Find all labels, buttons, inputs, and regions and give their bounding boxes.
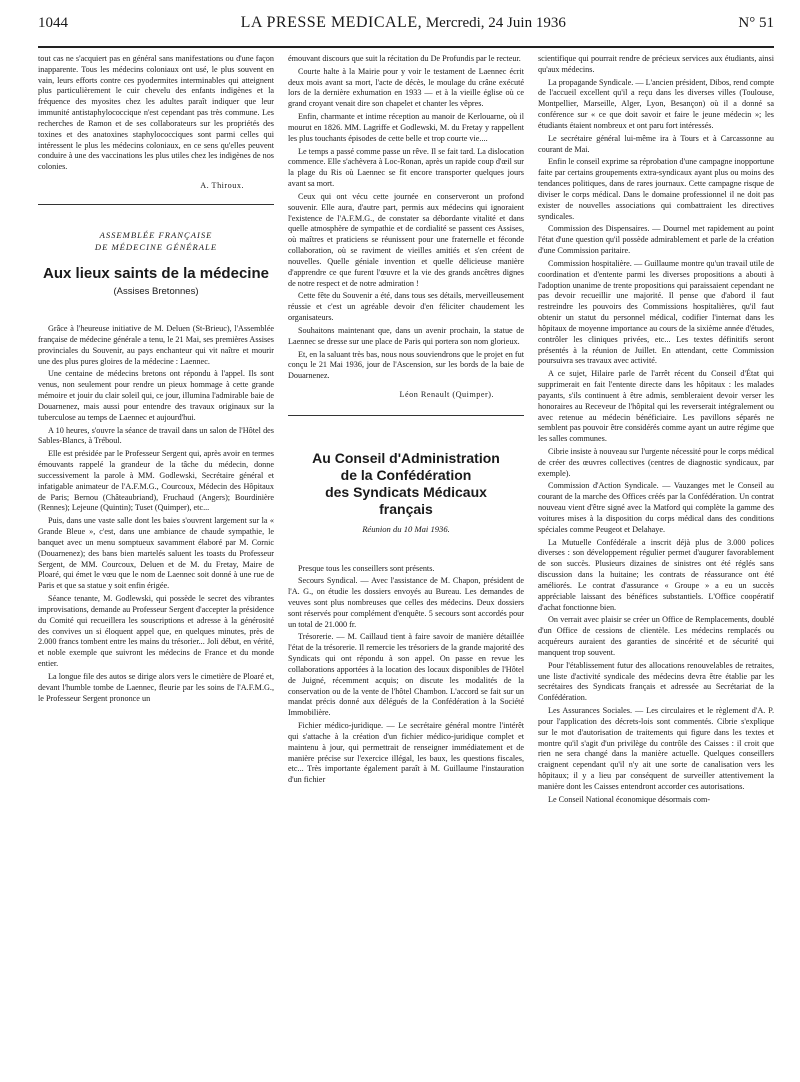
paragraph: Les Assurances Sociales. — Les circulaires et le règlement d'A. P. pour l'application des décrets-lois sont commentés. Cibrie s'explique sur le mot d'autorisation de traitements qui figure dans les textes et montre qu'il s'agit d'un privilège du contrôle des Caisses : il croit que rien ne sera changé dans la manière actuelle. Quelques conseillers craignent cependant qu'il n'y ait une sorte de canalisation vers les hôpitaux; il y a lieu par conséquent de surveiller attentivement la manière dont les Caisses entendront accorder ces autorisations. [538, 706, 774, 791]
paragraph: Souhaitons maintenant que, dans un avenir prochain, la statue de Laennec se dresse sur une place de Paris qui portera son nom glorieux. [288, 325, 524, 346]
paragraph: A ce sujet, Hilaire parle de l'arrêt récent du Conseil d'État qui supprimerait en fait l'entente directe dans les hôpitaux : les malades payants, s'ils continuent à être admis, sembleraient devoir verser les honoraires au Receveur de l'hôpital qui les reverserait intégralement ou avec retenue au médecin bénéficiaire. Les pavillons séparés ne semblent pas pouvoir être considérés comme ayant un autre régime que les salles communes. [538, 369, 774, 444]
overline-line: DE MÉDECINE GÉNÉRALE [94, 242, 218, 253]
column-2 [288, 54, 524, 1064]
paragraph: La Mutuelle Confédérale a inscrit déjà plus de 3.000 polices diverses : son développement régulier permet d'augurer favorablement de son succès. Plusieurs dizaines de sinistres ont été réglés sans discussion dans la huitaine; les contrats de réassurance ont été améliorés. Le contrat d'assurance « Groupe » a eu un succès appréciable laissant des bénéfices substantiels. L'Office coopératif d'achat fonctionne bien. [538, 537, 774, 612]
paragraph: Trésorerie. — M. Caillaud tient à faire savoir de manière détaillée l'état de la trésorerie. Il remercie les trésoriers de la grande majorité des Syndicats qui ont répondu à son appel. On passe en revue les collaborations apportées à la location des locaux disponibles de l'Hôtel de Juigné, récemment acquis; on discute les modalités de la conservation ou de la vente de l'hôtel Chambon. L'accord se fait sur un mandat précis donné aux délégués de la Confédération à la Société Immobilière. [288, 632, 524, 718]
signature: A. Thiroux. [200, 181, 244, 191]
paragraph: Séance tenante, M. Godlewski, qui possède le secret des vibrantes improvisations, demande au Professeur Sergent d'accepter la présidence du Comité qui recueillera les souscriptions et adresse à la générosité des convives un si éloquent appel que, en quelques minutes, près de 2.000 francs tombent entre les mains du trésorier... Joli début, en vérité, et noble exemple que suivront les médecins de France et du monde entier. [38, 594, 274, 669]
paragraph: Presque tous les conseillers sont présents. [298, 563, 435, 573]
paragraph: Le secrétaire général lui-même ira à Tours et à Carcassonne au courant de Mai. [538, 133, 774, 154]
paragraph: Secours Syndical. — Avec l'assistance de M. Chapon, président de l'A. G., on étudie les dossiers envoyés au Bureau. Les demandes de veuves sont plus nombreuses que celles des médecins. Deux dossiers sont réservés pour complément d'enquête. 5 secours sont accordés pour un total de 21.000 fr. [288, 576, 524, 629]
paragraph: Le Conseil National économique désormais com- [548, 794, 711, 804]
column-3 [538, 54, 774, 1064]
heading-line: Au Conseil d'Administration [312, 449, 500, 466]
paragraph: Ceux qui ont vécu cette journée en conserveront un profond souvenir. Elle aura, d'autre part, permis aux médecins qui ignoraient l'existence de l'A.F.M.G., de constater sa débordante vitalité et dans quelle atmosphère de sympathie et de cordialité se passent ces Assises, où maîtres et praticiens se réunissent pour une fraternelle et féconde collaboration, où se raviment de vieilles amitiés et s'en créent de nouvelles. Quelle géniale invention et quelle délicieuse manière d'apprendre ce que furent l'œuvre et la vie des grands ancêtres dignes de notre respect et de notre admiration ! [288, 191, 524, 288]
section-divider [288, 415, 524, 416]
paragraph: Commission des Dispensaires. — Dournel met rapidement au point l'état d'une question qu'il possède admirablement et parle de la création d'une Commission paritaire. [538, 224, 774, 256]
article-heading [288, 450, 524, 518]
paragraph: Enfin, charmante et intime réception au manoir de Kerlouarne, où il mourut en 1826. MM. Lagriffe et Godlewski, M. du Fretay y rappellent les plus touchants épisodes de cette belle et trop courte vie.... [288, 112, 524, 143]
paragraph: A 10 heures, s'ouvre la séance de travail dans un salon de l'Hôtel des Sables-Blancs, à Tréboul. [38, 425, 274, 446]
issue-number: N° 51 [738, 15, 774, 31]
paragraph: Elle est présidée par le Professeur Sergent qui, après avoir en termes émouvants rappelé la grandeur de la tâche du médecin, donne successivement la parole à MM. Godlewski, Secrétaire général et infatigable animateur de l'A.F.M.G., Courcoux, Médecin des Hôpitaux de Paris; Bernou (Châteaubriand), Fruchaud (Angers); Bourdinière (Rennes); Lejeune (Quintin); Tuset (Quimper), etc... [38, 449, 274, 513]
page-header [38, 0, 774, 46]
article-heading: Aux lieux saints de la médecine [43, 264, 269, 282]
column-1 [38, 54, 274, 1064]
paragraph: Cette fête du Souvenir a été, dans tous ses détails, merveilleusement réussie et c'est un agréable devoir d'en féliciter chaudement les organisateurs. [288, 291, 524, 323]
paragraph: On verrait avec plaisir se créer un Office de Remplacements, doublé d'un Office de cessions de clientèle. Les médecins remplacés ou acquéreurs auraient des garanties de sincérité et de sécurité qui manquent trop souvent. [538, 615, 774, 657]
paragraph: tout cas ne s'acquiert pas en général sans manifestations ou d'une façon inapparente. Tous les médecins coloniaux ont usé, le plus souvent en vain, leurs efforts contre ces pyodermites interminables qui atteignent plus particulièrement le cuir chevelu des enfants indigènes et la fréquence des myosites chez les adultes paraît indiquer que leur immunité antistaphylococcique n'est cependant pas très commune. Les recherches de Ramon et de ses collaborateurs sur les propriétés des toxines et des anatoxines staphylococciques sont parmi celles qui intéressent le plus les médecins coloniaux, en ce sens qu'elles peuvent conduire à une des vaccinations les plus utiles chez les indigènes de nos colonies. [38, 54, 274, 172]
heading-line: français [379, 501, 433, 518]
header-rule [38, 46, 774, 48]
section-overline [38, 229, 274, 254]
paragraph: La propagande Syndicale. — L'ancien président, Dibos, rend compte de l'accueil excellent qu'il a reçu dans les diverses villes (Toulouse, Montpellier, Marseille, Alger, Lyon, Besançon) où il a donné sa conférence sur « ce que doit savoir et faire le jeune médecin »; les étudiants étaient nombreux et ont paru fort intéressés. [538, 77, 774, 130]
issue-date: Mercredi, 24 Juin 1936 [425, 15, 566, 31]
meeting-date: Réunion du 10 Mai 1936. [362, 524, 450, 535]
paragraph: Pour l'établissement futur des allocations renouvelables de retraites, une liste d'activité syndicale des médecins devra être établie par les secrétaires des Syndicats français et adressée au Secrétariat de la Confédération. [538, 660, 774, 703]
section-divider [38, 204, 274, 205]
publication-title: LA PRESSE MEDICALE, [240, 14, 423, 31]
paragraph: Puis, dans une vaste salle dont les baies s'ouvrent largement sur la « Grande Bleue », c'est, dans une ambiance de chaude sympathie, le banquet avec un menu somptueux savamment élaboré par M. Cornic (Douarnenez); des bans bien martelés saluent les toasts du Professeur Sergent, de MM. Courcoux, Deluen et de M. du Fretay, Maire de Ploaré, qui émet le vœu que le nom de Laennec soit donné à une rue de Paris et que sa statue y soit enfin érigée. [38, 516, 274, 591]
paragraph: Fichier médico-juridique. — Le secrétaire général montre l'intérêt qui s'attache à la création d'un fichier médico-juridique complet et maintenu à jour, qui permettrait de renseigner immédiatement et de manière précise sur l'exercice illégal, les baux, les questions fiscales, etc... Très importante également paraît à M. Guillaume l'instauration d'un fichier [288, 721, 524, 785]
paragraph: Commission hospitalière. — Guillaume montre qu'un travail utile de coordination et d'entente parmi les diverses propositions a abouti à l'adoption unanime de trente propositions qui paraissaient cependant ne pas devoir recueillir une majorité. Il pense que d'abord il faut restreindre les pouvoirs des Commissions hospitalières, qu'il faut obtenir un statut du personnel médical, codifier l'internat dans les hôpitaux de moyenne importance au cours de la sixième année d'études, contrôler les cliniques privées, etc... Les textes définitifs seront présentés à la réunion de Juillet. En attendant, cette Commission poursuivra ses travaux avec activité. [538, 258, 774, 366]
signature: Léon Renault (Quimper). [399, 390, 494, 400]
paragraph: La longue file des autos se dirige alors vers le cimetière de Ploaré et, devant l'humble tombe de Laennec, fleurie par les soins de l'A.F.M.G., le Professeur Sergent prononce un [38, 671, 274, 703]
overline-line: ASSEMBLÉE FRANÇAISE [99, 229, 213, 240]
page-number: 1044 [38, 15, 68, 31]
paragraph: Enfin le conseil exprime sa réprobation d'une campagne inopportune faite par certains groupements extra-syndicaux ayant plus ou moins des tendances politiques, dans de rares journaux. Cette campagne risque de diviser le corps médical. Dans le domaine professionnel il ne doit pas exister de nouvelles associations qui combattraient les directives syndicales. [538, 157, 774, 221]
paragraph: Grâce à l'heureuse initiative de M. Deluen (St-Brieuc), l'Assemblée française de médecine générale a tenu, le 21 Mai, ses premières Assises provinciales du Souvenir, au pays enchanteur qui vit naître et mourir une des plus pures gloires de la médecine : Laennec. [38, 324, 274, 366]
heading-line: de la Confédération [340, 466, 472, 483]
masthead [241, 14, 566, 32]
paragraph: Et, en la saluant très bas, nous nous souviendrons que le projet en fut conçu le 21 Mai 1936, jour de l'Ascension, sur les bords de la baie de Douarnenez. [288, 349, 524, 381]
paragraph: Le temps a passé comme passe un rêve. Il se fait tard. La dislocation commence. Elle s'achèvera à Loc-Ronan, après un rapide coup d'œil sur la plage du Ris où Laennec se fit encore transporter quelques jours avant sa mort. [288, 146, 524, 189]
paragraph: Courte halte à la Mairie pour y voir le testament de Laennec écrit deux mois avant sa mort, l'acte de décès, le moulage du crâne exécuté lors de la dernière exhumation en 1933 — et à la vieille église où ce grand croyant venait dire son chapelet et chanter les vêpres. [288, 66, 524, 109]
article-columns [38, 54, 774, 1064]
paragraph: Commission d'Action Syndicale. — Vauzanges met le Conseil au courant de la marche des Offices créés par la Confédération. Un contrat nouveau vient d'être signé avec la Matford qui complète la gamme des voitures mises à la disposition du corps médical dans des conditions spéciales comme Peugeot et Delahaye. [538, 481, 774, 534]
paragraph: émouvant discours que suit la récitation du De Profundis par le recteur. [288, 54, 521, 63]
paragraph: scientifique qui pourrait rendre de précieux services aux étudiants, ainsi qu'aux médecins. [538, 54, 774, 74]
paragraph: Cibrie insiste à nouveau sur l'urgente nécessité pour le corps médical de créer des œuvres collectives (centres de diagnostic syndicaux, par exemple). [538, 446, 774, 478]
article-subheading: (Assises Bretonnes) [113, 285, 199, 297]
heading-line: des Syndicats Médicaux [325, 484, 487, 500]
paragraph: Une centaine de médecins bretons ont répondu à l'appel. Ils sont venus, non seulement pour rendre un pieux hommage à cette grande mémoire et jouir du clair soleil qui, ce jour, illumina l'admirable baie de Douarnenez, mais aussi pour entendre des travaux originaux sur la tuberculose au temps de Laennec et aujourd'hui. [38, 369, 274, 422]
